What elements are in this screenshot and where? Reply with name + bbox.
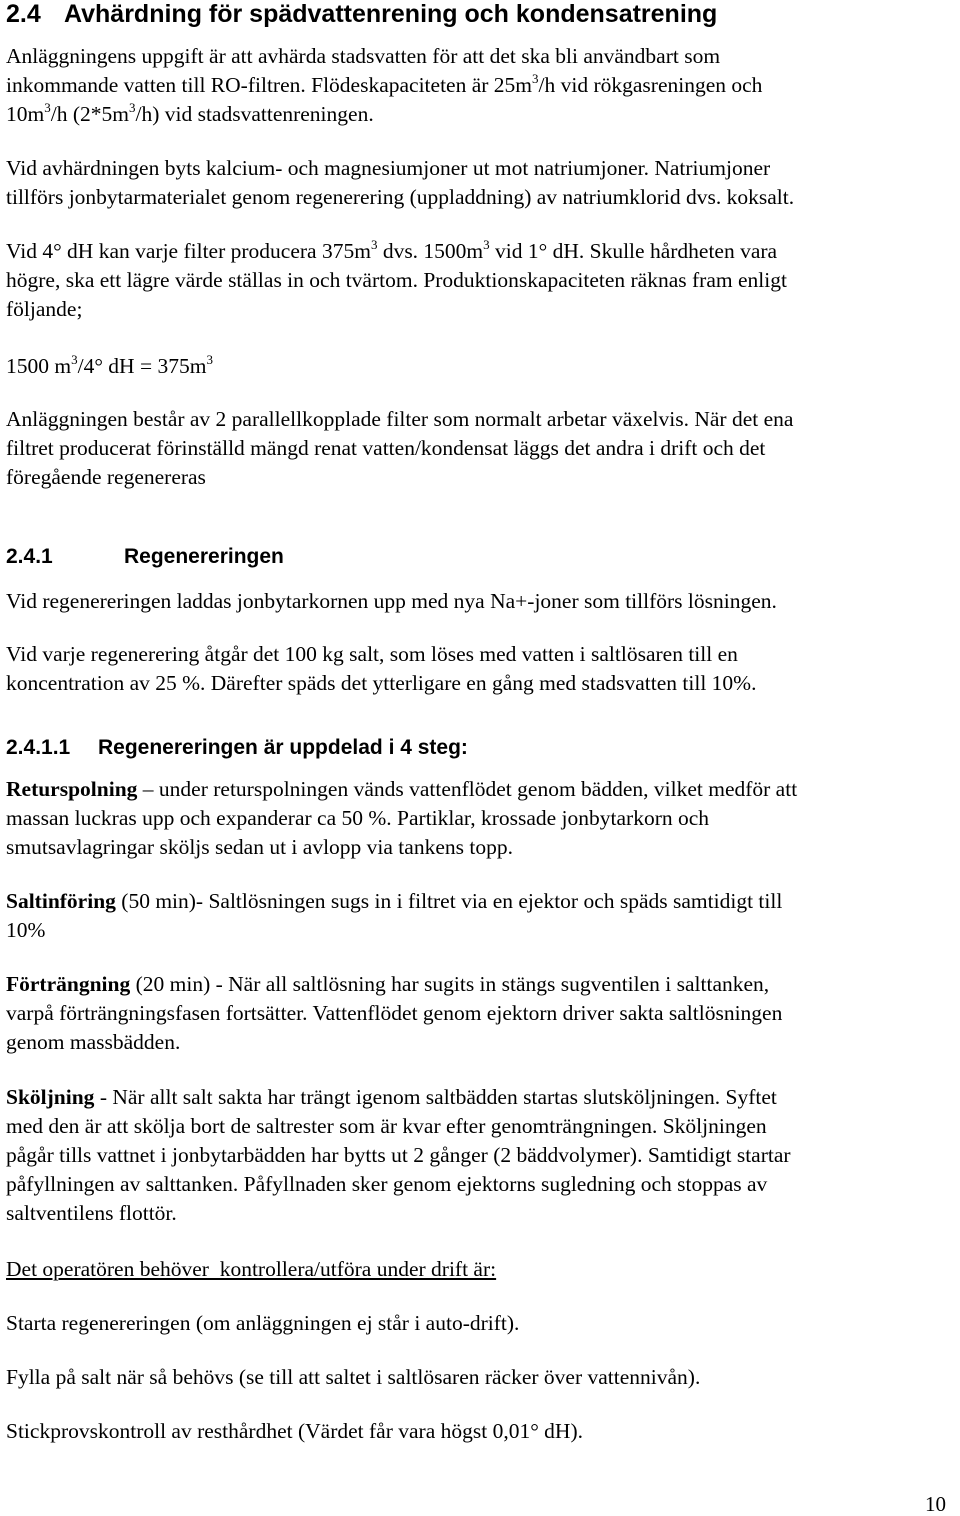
subsection-number: 2.4.1 <box>6 545 53 568</box>
section-title: Avhärdning för spädvattenrening och kondensatrening <box>64 0 718 28</box>
operator-heading: Det operatören behöver kontrollera/utföra under drift är: <box>6 1257 497 1281</box>
subsection-title: Regenereringen <box>124 545 284 568</box>
intro-line-3: $10m^3/h$ $(2*5m^3/h)$ vid stadsvattenreningen. <box>6 100 374 126</box>
salt-line-1: Vid varje regenerering åtgår det 100 kg salt, som löses med vatten i saltlösaren till en <box>6 642 738 666</box>
subsection-heading <box>6 543 284 571</box>
step-saltinforing-line-2: 10% <box>6 918 46 942</box>
step-fortrangning-line-1: Förträngning (20 min) - När all saltlösning har sugits in stängs sugventilen i salttanken, <box>6 972 770 996</box>
capacity-line-3: följande; <box>6 297 83 321</box>
intro-line-1: Anläggningens uppgift är att avhärda stadsvatten för att det ska bli användbart som <box>6 44 721 68</box>
step-label: Sköljning <box>6 1085 95 1109</box>
regen-intro: Vid regenereringen laddas jonbytarkornen upp med nya Na+-joner som tillförs lösningen. <box>6 589 777 613</box>
filters-line-3: föregående regenereras <box>6 465 206 489</box>
operator-item-1: Starta regenereringen (om anläggningen ej står i auto-drift). <box>6 1311 520 1335</box>
step-skoljning-line-4: påfyllningen av salttanken. Påfyllnaden sker genom ejektorns sugledning och stoppas av <box>6 1172 768 1196</box>
operator-item-3: Stickprovskontroll av resthårdhet (Värdet får vara högst 0,01° dH). <box>6 1419 583 1443</box>
subsubsection-number: 2.4.1.1 <box>6 736 71 759</box>
ion-line-2: tillförs jonbytarmaterialet genom regenerering (uppladdning) av natriumklorid dvs. koksalt. <box>6 185 795 209</box>
subsubsection-heading <box>6 734 468 762</box>
intro-line-2: inkommande vatten till RO-filtren. Flödeskapaciteten är $25m^3/h$ vid rökgasreningen och <box>6 71 763 97</box>
step-fortrangning-line-2: varpå förträngningsfasen fortsätter. Vattenflödet genom ejektorn driver sakta saltlösningen <box>6 1001 783 1025</box>
step-returspolning-line-3: smutsavlagringar sköljs sedan ut i avlopp via tankens topp. <box>6 835 513 859</box>
step-returspolning-line-2: massan luckras upp och expanderar ca 50 %. Partiklar, krossade jonbytarkorn och <box>6 806 710 830</box>
subsubsection-title: Regenereringen är uppdelad i 4 steg: <box>98 736 468 759</box>
section-heading <box>6 0 717 28</box>
step-fortrangning-line-3: genom massbädden. <box>6 1030 181 1054</box>
section-number: 2.4 <box>6 0 41 28</box>
page-number: 10 <box>925 1492 946 1516</box>
step-skoljning-line-2: med den är att skölja bort de saltrester som är kvar efter genomträngningen. Sköljningen <box>6 1114 767 1138</box>
capacity-line-2: högre, ska ett lägre värde ställas in och tvärtom. Produktionskapaciteten räknas fram enligt <box>6 268 787 292</box>
step-label: Förträngning <box>6 972 131 996</box>
step-skoljning-line-3: pågår tills vattnet i jonbytarbädden har bytts ut 2 gånger (2 bäddvolymer). Samtidigt startar <box>6 1143 791 1167</box>
step-skoljning-line-1: Sköljning - När allt salt sakta har trängt igenom saltbädden startas slutsköljningen. Syftet <box>6 1085 777 1109</box>
step-saltinforing-line-1: Saltinföring (50 min)- Saltlösningen sugs in i filtret via en ejektor och späds samtidigt till <box>6 889 783 913</box>
step-label: Returspolning <box>6 777 138 801</box>
formula: 1500 $m^3/4^\circ$ dH = $375m^3$ <box>6 352 213 378</box>
operator-item-2: Fylla på salt när så behövs (se till att saltet i saltlösaren räcker över vattennivån). <box>6 1365 701 1389</box>
step-skoljning-line-5: saltventilens flottör. <box>6 1201 177 1225</box>
filters-line-2: filtret producerat förinställd mängd renat vatten/kondensat läggs det andra i drift och det <box>6 436 766 460</box>
step-label: Saltinföring <box>6 889 116 913</box>
step-returspolning-line-1: Returspolning – under returspolningen vänds vattenflödet genom bädden, vilket medför att <box>6 777 798 801</box>
filters-line-1: Anläggningen består av 2 parallellkopplade filter som normalt arbetar växelvis. När det ena <box>6 407 794 431</box>
ion-line-1: Vid avhärdningen byts kalcium- och magnesiumjoner ut mot natriumjoner. Natriumjoner <box>6 156 771 180</box>
salt-line-2: koncentration av 25 %. Därefter späds det ytterligare en gång med stadsvatten till 10%. <box>6 671 757 695</box>
capacity-line-1: Vid 4° dH kan varje filter producera $375m^3$ dvs. $1500m^3$ vid 1° dH. Skulle hårdheten vara <box>6 237 778 263</box>
